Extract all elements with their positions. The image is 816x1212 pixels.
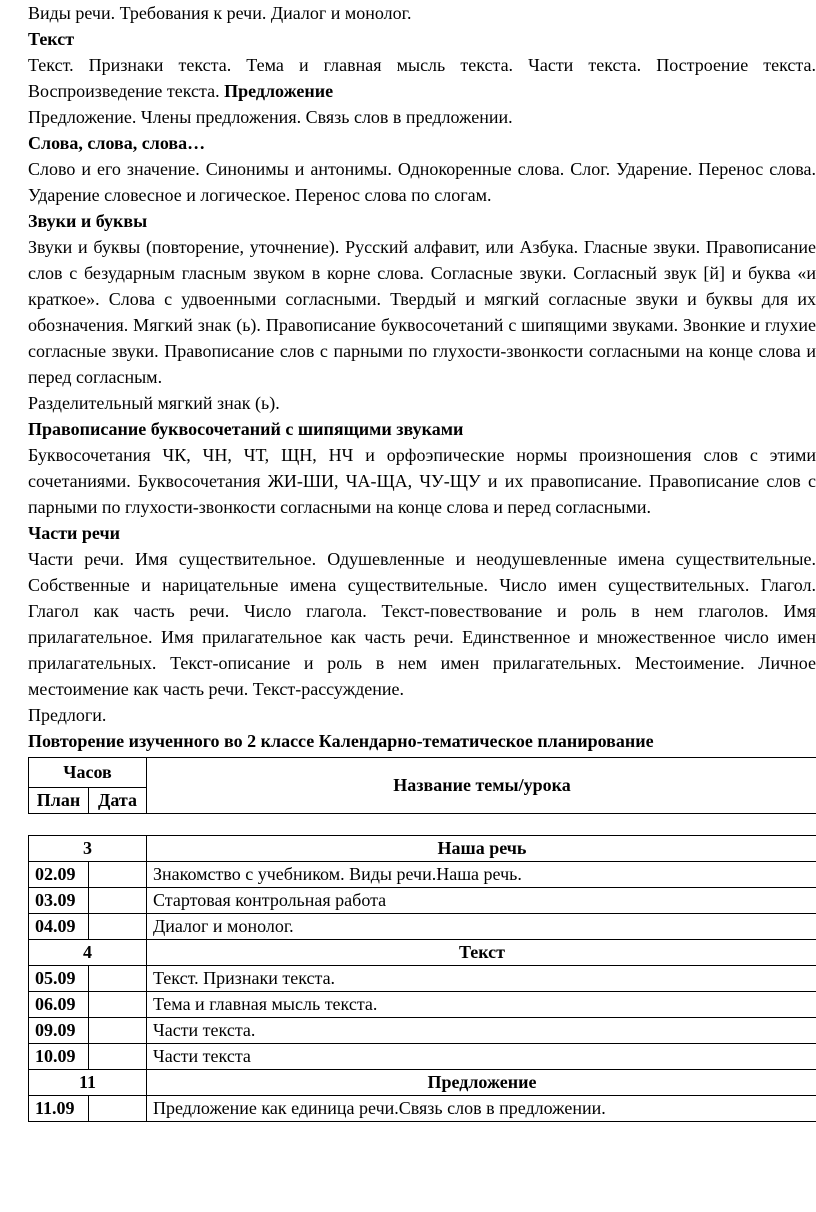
section-hours: 4 — [29, 940, 147, 966]
lesson-topic: Тема и главная мысль текста. — [147, 992, 816, 1018]
section-row — [29, 1070, 816, 1096]
paragraph-predlozhenie: Предложение. Члены предложения. Связь слов в предложении. — [28, 107, 513, 127]
lesson-date: 03.09 — [29, 888, 89, 914]
section-title: Текст — [147, 940, 816, 966]
lesson-date: 05.09 — [29, 966, 89, 992]
lesson-date: 02.09 — [29, 862, 89, 888]
table-row — [29, 1044, 816, 1070]
table-row — [29, 1018, 816, 1044]
paragraph-predlogi: Предлоги. — [28, 705, 107, 725]
lesson-topic: Части текста — [147, 1044, 816, 1070]
lesson-actual-date — [89, 914, 147, 940]
lesson-actual-date — [89, 888, 147, 914]
lesson-topic: Предложение как единица речи.Связь слов в предложении. — [147, 1096, 816, 1122]
lesson-topic: Диалог и монолог. — [147, 914, 816, 940]
paragraph-tekst-body: Текст. Признаки текста. Тема и главная мысль текста. Части текста. Построение текста. Воспроизведение текста. — [28, 55, 816, 101]
lesson-topic: Части текста. — [147, 1018, 816, 1044]
header-hours: Часов — [29, 758, 147, 788]
heading-shipyashchie: Правописание буквосочетаний с шипящими звуками — [28, 419, 464, 439]
lesson-topic: Текст. Признаки текста. — [147, 966, 816, 992]
header-topic: Название темы/урока — [147, 758, 816, 814]
table-row — [29, 888, 816, 914]
lesson-actual-date — [89, 1018, 147, 1044]
section-title: Наша речь — [147, 836, 816, 862]
lesson-topic: Знакомство с учебником. Виды речи.Наша речь. — [147, 862, 816, 888]
paragraph-tekst — [28, 52, 816, 104]
lesson-date: 06.09 — [29, 992, 89, 1018]
lesson-date: 10.09 — [29, 1044, 89, 1070]
paragraph-slova: Слово и его значение. Синонимы и антонимы. Однокоренные слова. Слог. Ударение. Перенос слова. Ударение словесное и логическое. Перенос слова по слогам. — [28, 159, 816, 205]
table-row — [29, 1096, 816, 1122]
paragraph-chasti-rechi: Части речи. Имя существительное. Одушевленные и неодушевленные имена существительные. Собственные и нарицательные имена существительные. Число имен существительных. Глагол. Глагол как часть речи. Число глагола. Текст-повествование и роль в нем глаголов. Имя прилагательное. Имя прилагательное как часть речи. Единственное и множественное число имен прилагательных. Текст-описание и роль в нем имен прилагательных. Местоимение. Личное местоимение как часть речи. Текст-рассуждение. — [28, 549, 816, 699]
lesson-date: 04.09 — [29, 914, 89, 940]
heading-slova: Слова, слова, слова… — [28, 133, 206, 153]
lesson-date: 11.09 — [29, 1096, 89, 1122]
table-row — [29, 862, 816, 888]
document-page — [28, 0, 816, 1122]
plan-table — [28, 835, 816, 1122]
table-row — [29, 992, 816, 1018]
table-row — [29, 966, 816, 992]
heading-predlozhenie: Предложение — [224, 81, 334, 101]
heading-tekst: Текст — [28, 29, 75, 49]
section-hours: 3 — [29, 836, 147, 862]
lesson-topic: Стартовая контрольная работа — [147, 888, 816, 914]
section-hours: 11 — [29, 1070, 147, 1096]
section-row — [29, 940, 816, 966]
header-table — [28, 757, 816, 814]
section-title: Предложение — [147, 1070, 816, 1096]
lesson-actual-date — [89, 1044, 147, 1070]
lesson-date: 09.09 — [29, 1018, 89, 1044]
header-date: Дата — [89, 788, 147, 814]
review-title: Повторение изученного во 2 классе Календарно-тематическое планирование — [28, 731, 654, 751]
paragraph-shipyashchie: Буквосочетания ЧК, ЧН, ЧТ, ЩН, НЧ и орфоэпические нормы произношения слов с этими сочетаниями. Буквосочетания ЖИ-ШИ, ЧА-ЩА, ЧУ-ЩУ и их правописание. Правописание слов с парными по глухости-звонкости согласными на конце слова и перед согласными. — [28, 445, 816, 517]
lesson-actual-date — [89, 966, 147, 992]
heading-zvuki: Звуки и буквы — [28, 211, 148, 231]
lesson-actual-date — [89, 992, 147, 1018]
header-plan: План — [29, 788, 89, 814]
section-row — [29, 836, 816, 862]
paragraph-zvuki: Звуки и буквы (повторение, уточнение). Русский алфавит, или Азбука. Гласные звуки. Правописание слов с безударным гласным звуком в корне слова. Согласные звуки. Согласный звук [й] и буква «и краткое». Слова с удвоенными согласными. Твердый и мягкий согласные звуки и буквы для их обозначения. Мягкий знак (ь). Правописание буквосочетаний с шипящими звуками. Звонкие и глухие согласные звуки. Правописание слов с парными по глухости-звонкости согласными на конце слова и перед согласным. — [28, 237, 816, 387]
intro-line: Виды речи. Требования к речи. Диалог и монолог. — [28, 3, 412, 23]
lesson-actual-date — [89, 1096, 147, 1122]
lesson-actual-date — [89, 862, 147, 888]
paragraph-razdelitelny: Разделительный мягкий знак (ь). — [28, 393, 280, 413]
table-row — [29, 914, 816, 940]
heading-chasti-rechi: Части речи — [28, 523, 120, 543]
